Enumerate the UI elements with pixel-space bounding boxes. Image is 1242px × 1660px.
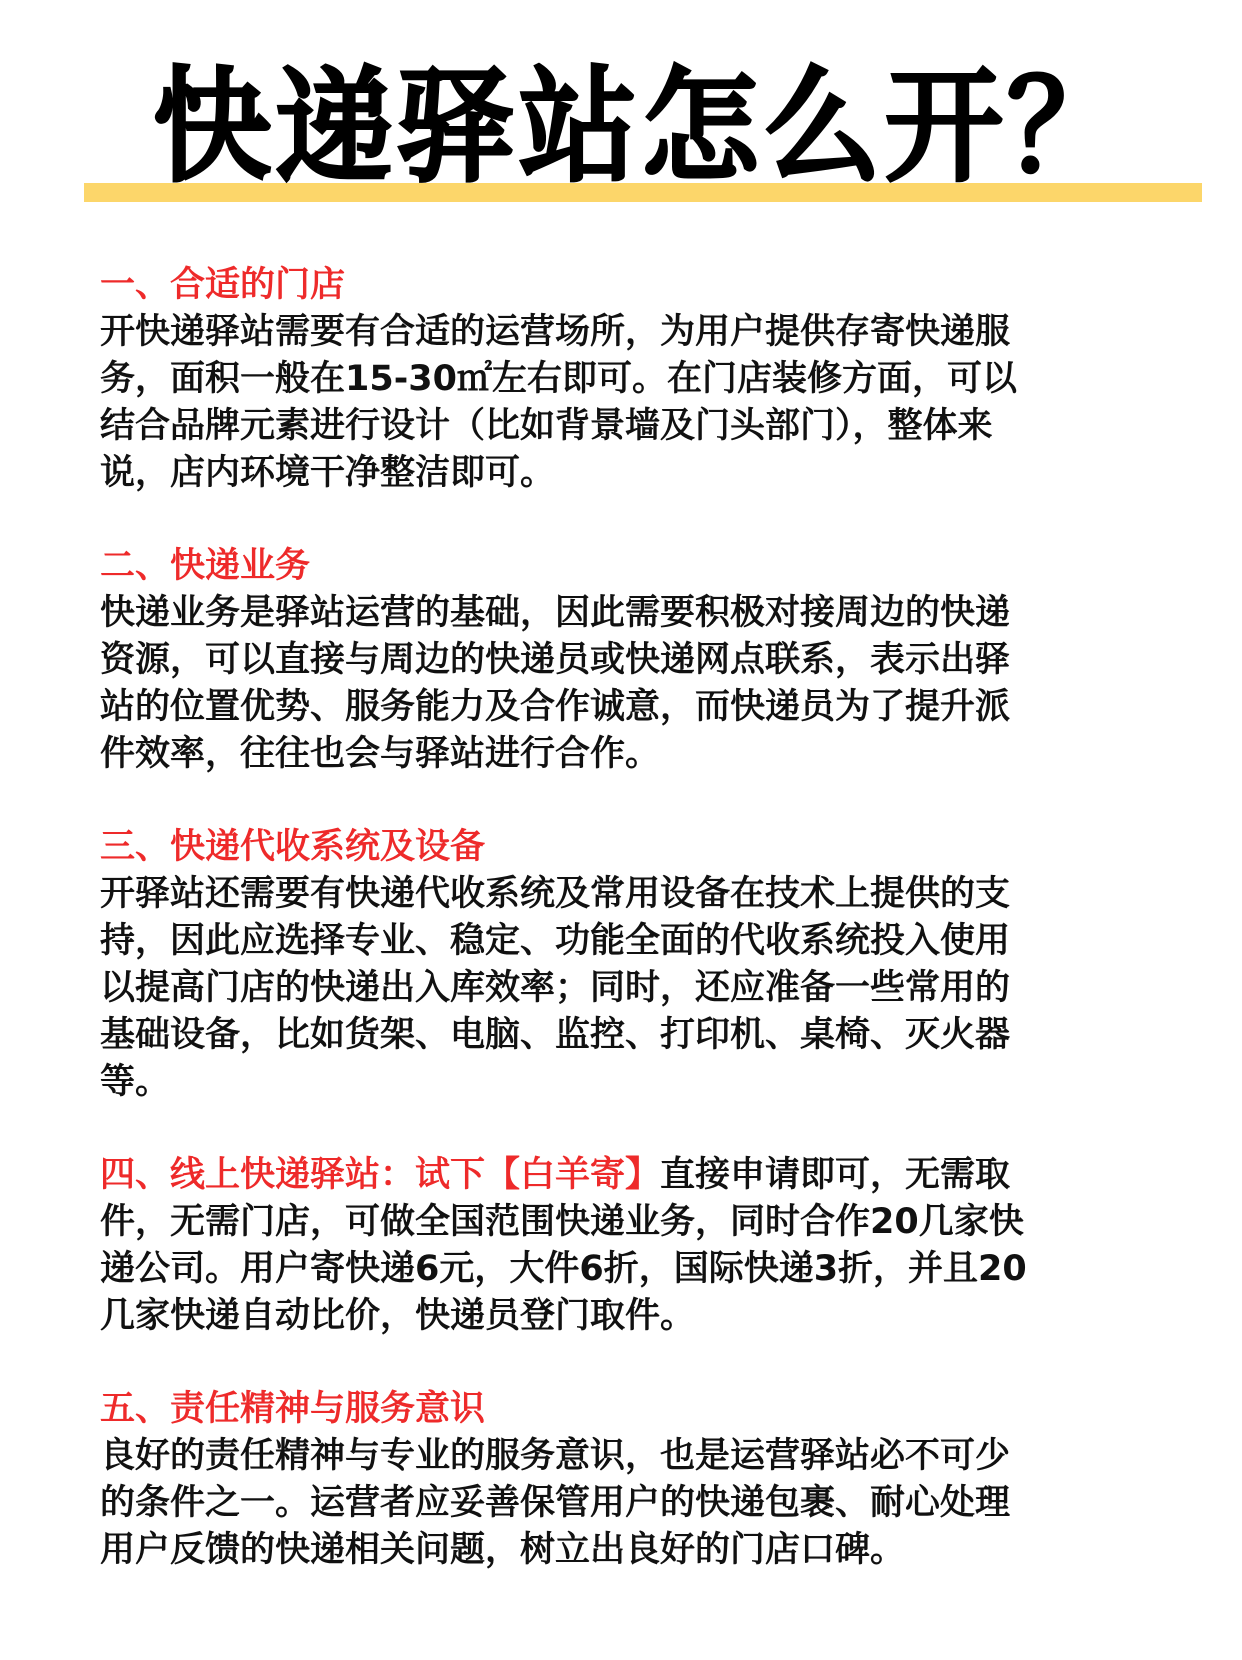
section-online-station	[100, 1152, 1210, 1340]
section-heading: 一、合适的门店	[100, 265, 346, 305]
paragraph-text: 直接申请即可，无需取	[660, 1155, 1011, 1195]
paragraph-line: 说，店内环境干净整洁即可。	[100, 453, 556, 493]
paragraph-line: 资源，可以直接与周边的快递员或快递网点联系，表示出驿	[100, 640, 1011, 680]
paragraph-line: 站的位置优势、服务能力及合作诚意，而快递员为了提升派	[100, 687, 1011, 727]
paragraph-line: 快递业务是驿站运营的基础，因此需要积极对接周边的快递	[100, 593, 1011, 633]
paragraph-line: 几家快递自动比价，快递员登门取件。	[100, 1296, 696, 1336]
paragraph-line: 开驿站还需要有快递代收系统及常用设备在技术上提供的支	[100, 874, 1011, 914]
paragraph-line: 件效率，往往也会与驿站进行合作。	[100, 734, 661, 774]
section-system-equipment	[100, 824, 1210, 1106]
section-heading: 三、快递代收系统及设备	[100, 827, 486, 867]
paragraph-line: 件，无需门店，可做全国范围快递业务，同时合作20几家快	[100, 1202, 1024, 1242]
paragraph-line: 以提高门店的快递出入库效率；同时，还应准备一些常用的	[100, 968, 1011, 1008]
paragraph-line: 基础设备，比如货架、电脑、监控、打印机、桌椅、灭火器	[100, 1015, 1011, 1055]
article-body	[100, 262, 1210, 1620]
paragraph-line: 结合品牌元素进行设计（比如背景墙及门头部门），整体来	[100, 406, 993, 446]
heading-line-with-text	[100, 1152, 1210, 1199]
paragraph-line: 的条件之一。运营者应妥善保管用户的快递包裹、耐心处理	[100, 1483, 1011, 1523]
paragraph-line: 等。	[100, 1062, 171, 1102]
section-responsibility	[100, 1386, 1210, 1574]
section-store	[100, 262, 1210, 497]
paragraph-line: 务，面积一般在15-30㎡左右即可。在门店装修方面，可以	[100, 359, 1017, 399]
page-title: 快递驿站怎么开？	[152, 53, 1129, 199]
paragraph-line: 持，因此应选择专业、稳定、功能全面的代收系统投入使用	[100, 921, 1011, 961]
section-express-business	[100, 543, 1210, 778]
section-heading: 二、快递业务	[100, 546, 311, 586]
paragraph-line: 用户反馈的快递相关问题，树立出良好的门店口碑。	[100, 1530, 906, 1570]
title-block	[0, 0, 1242, 210]
paragraph-line: 良好的责任精神与专业的服务意识，也是运营驿站必不可少	[100, 1436, 1011, 1476]
paragraph-line: 开快递驿站需要有合适的运营场所，为用户提供存寄快递服	[100, 312, 1011, 352]
section-heading: 五、责任精神与服务意识	[100, 1389, 486, 1429]
paragraph-line: 递公司。用户寄快递6元，大件6折，国际快递3折，并且20	[100, 1249, 1027, 1289]
section-heading-inline: 四、线上快递驿站：试下【白羊寄】	[100, 1155, 661, 1195]
